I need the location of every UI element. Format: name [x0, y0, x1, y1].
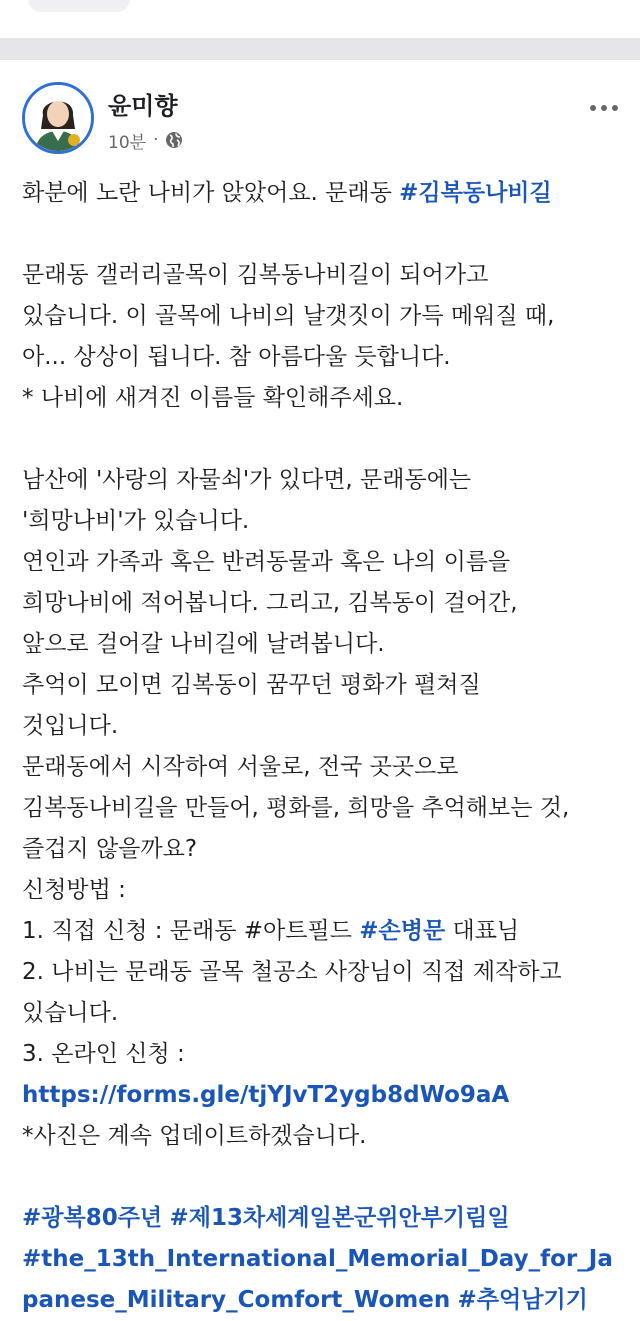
hashtag-link[interactable]: #광복80주년: [22, 1205, 163, 1231]
avatar-portrait-icon: [25, 85, 91, 151]
post-line: 화분에 노란 나비가 앉았어요. 문래동 #김복동나비길: [22, 180, 552, 206]
hashtag-link[interactable]: panese_Military_Comfort_Women: [22, 1287, 451, 1313]
post-line: 신청방법 :: [22, 877, 126, 903]
post-line: 김복동나비길을 만들어, 평화를, 희망을 추억해보는 것,: [22, 795, 570, 821]
post-line: [22, 1239, 628, 1280]
facebook-post: [0, 60, 640, 1313]
previous-post-strip: [0, 0, 640, 38]
hashtag-link[interactable]: #손병문: [359, 918, 446, 944]
more-options-icon[interactable]: [584, 96, 624, 120]
post-line: 연인과 가족과 혹은 반려동물과 혹은 나의 이름을: [22, 549, 511, 575]
post-line: [22, 1198, 628, 1239]
post-line: 2. 나비는 문래동 골목 철공소 사장님이 직접 제작하고: [22, 959, 562, 985]
post-line: *사진은 계속 업데이트하겠습니다.: [22, 1123, 367, 1149]
hashtag-link[interactable]: #the_13th_International_Memorial_Day_for_Ja: [22, 1246, 613, 1272]
post-line: 1. 직접 신청 : 문래동 #아트필드 #손병문 대표님: [22, 918, 520, 944]
post-line: 희망나비에 적어봅니다. 그리고, 김복동이 걸어간,: [22, 590, 518, 616]
post-header: [22, 82, 622, 158]
hashtag-link[interactable]: #김복동나비길: [399, 180, 552, 206]
post-time[interactable]: 10분: [108, 132, 147, 153]
form-url-link[interactable]: https://forms.gle/tjYJvT2ygb8dWo9aA: [22, 1082, 510, 1108]
post-line: 있습니다. 이 골목에 나비의 날갯짓이 가득 메워질 때,: [22, 303, 555, 329]
post-meta: [108, 128, 183, 152]
post-line: 것입니다.: [22, 713, 119, 739]
post-line: [22, 1280, 628, 1321]
post-line: 문래동 갤러리골목이 김복동나비길이 되어가고: [22, 262, 489, 288]
post-line: 남산에 '사랑의 자물쇠'가 있다면, 문래동에는: [22, 467, 472, 493]
author-name[interactable]: 윤미향: [108, 92, 178, 120]
post-line: '희망나비'가 있습니다.: [22, 508, 250, 534]
post-line: 앞으로 걸어갈 나비길에 날려봅니다.: [22, 631, 385, 657]
feed-divider: [0, 38, 640, 60]
post-body: [22, 173, 628, 1321]
post-line: 아... 상상이 됩니다. 참 아름다울 듯합니다.: [22, 344, 451, 370]
previous-post-action-button[interactable]: [28, 0, 130, 12]
hashtag-link[interactable]: #제13차세계일본군위안부기림일: [169, 1205, 510, 1231]
hashtag-link[interactable]: #추억남기기: [457, 1287, 588, 1313]
meta-separator: ·: [153, 130, 159, 150]
post-line: 추억이 모이면 김복동이 꿈꾸던 평화가 펼쳐질: [22, 672, 481, 698]
post-line: [22, 1075, 628, 1116]
author-avatar[interactable]: [22, 82, 94, 154]
post-line: 문래동에서 시작하여 서울로, 전국 곳곳으로: [22, 754, 459, 780]
post-line: 즐겁지 않을까요?: [22, 836, 198, 862]
post-line: * 나비에 새겨진 이름들 확인해주세요.: [22, 385, 404, 411]
post-line: 3. 온라인 신청 :: [22, 1041, 185, 1067]
globe-icon: [165, 131, 183, 149]
post-line: 있습니다.: [22, 1000, 119, 1026]
